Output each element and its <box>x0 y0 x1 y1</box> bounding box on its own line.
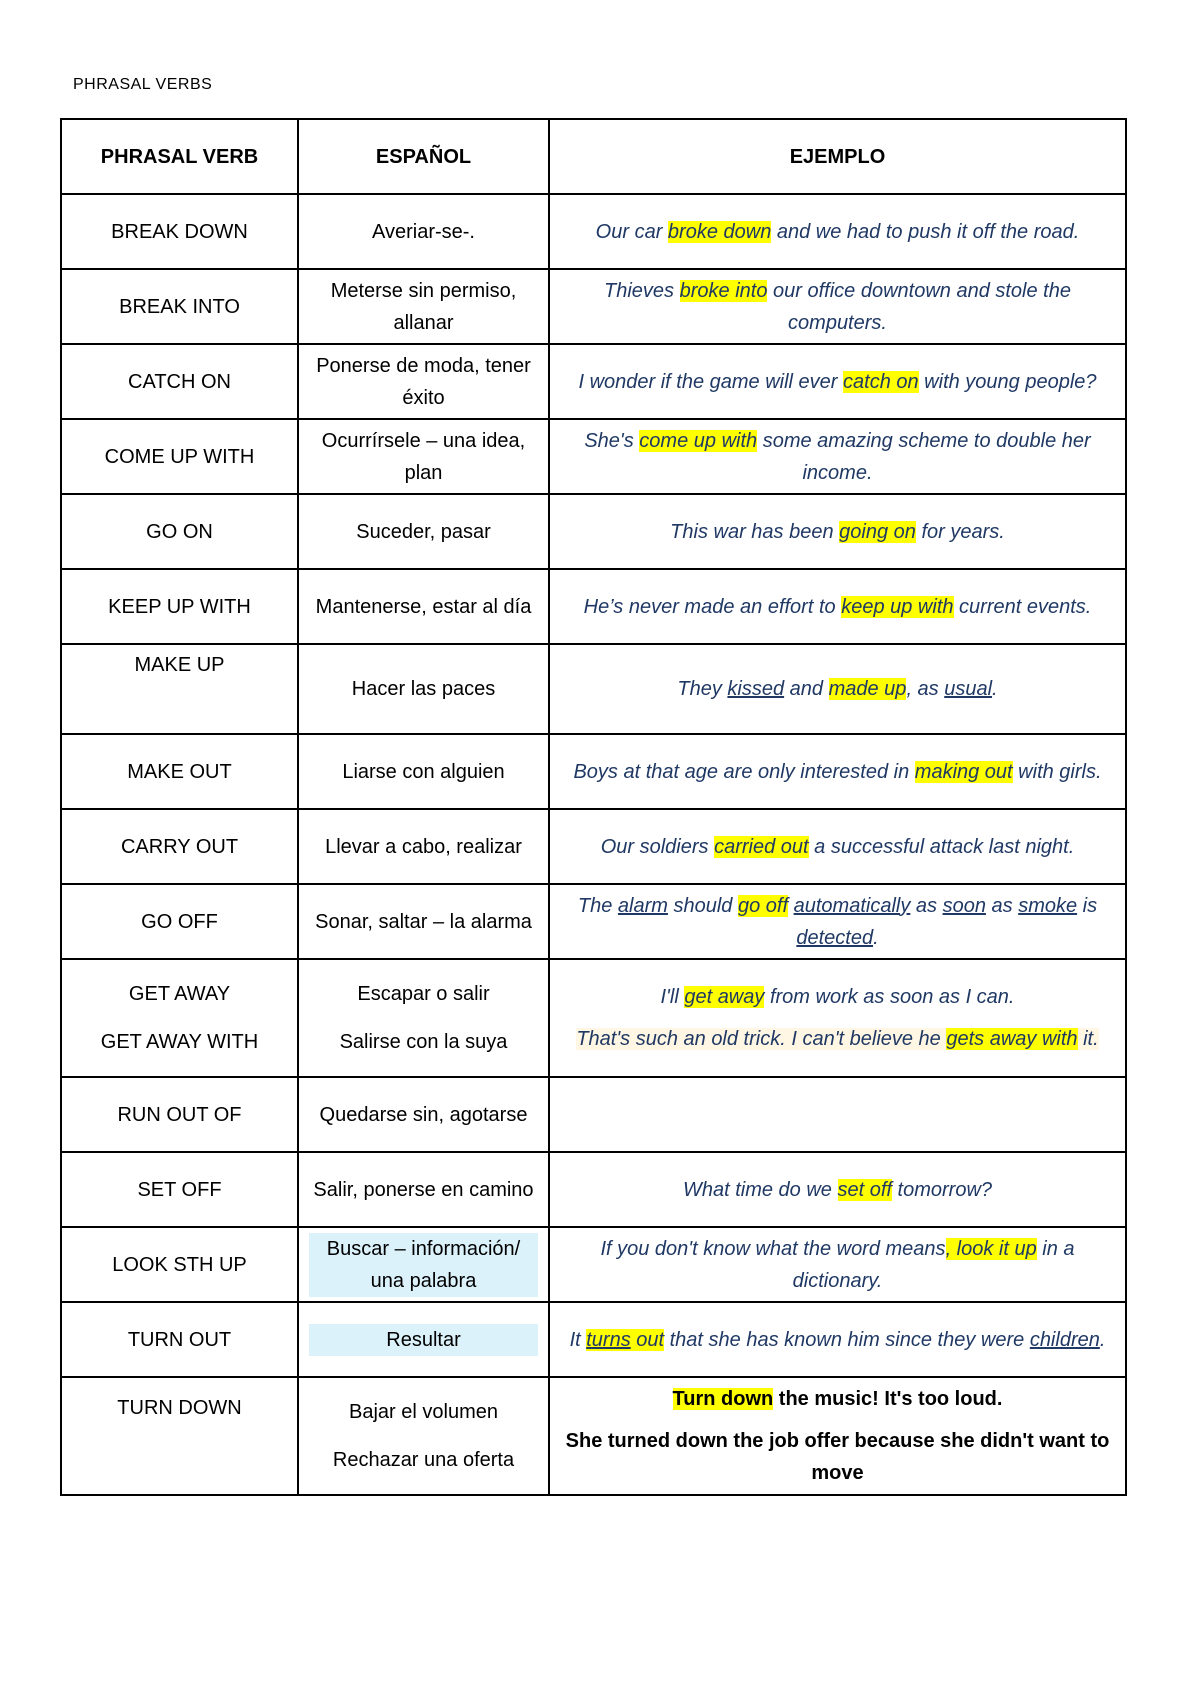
table-row <box>61 959 1126 1077</box>
table-row <box>61 569 1126 644</box>
header-ejemplo: EJEMPLO <box>549 119 1126 194</box>
table-row <box>61 1077 1126 1152</box>
spanish-cell: Ponerse de moda, tener éxito <box>298 344 549 419</box>
verb-cell: RUN OUT OF <box>61 1077 298 1152</box>
example-cell: What time do we set off tomorrow? <box>549 1152 1126 1227</box>
example-cell: It turns out that she has known him since they were children. <box>549 1302 1126 1377</box>
spanish-cell: Meterse sin permiso, allanar <box>298 269 549 344</box>
table-row <box>61 1152 1126 1227</box>
verb-cell: LOOK STH UP <box>61 1227 298 1302</box>
spanish-cell: Llevar a cabo, realizar <box>298 809 549 884</box>
table-row <box>61 344 1126 419</box>
table-row <box>61 884 1126 959</box>
spanish-cell: Averiar-se-. <box>298 194 549 269</box>
example-cell: I wonder if the game will ever catch on with young people? <box>549 344 1126 419</box>
example-cell: This war has been going on for years. <box>549 494 1126 569</box>
table-header-row <box>61 119 1126 194</box>
table-row <box>61 194 1126 269</box>
verb-cell: MAKE OUT <box>61 734 298 809</box>
verb-cell: TURN DOWN <box>61 1377 298 1495</box>
example-cell: Our car broke down and we had to push it off the road. <box>549 194 1126 269</box>
verb-cell: MAKE UP <box>61 644 298 734</box>
spanish-cell: Mantenerse, estar al día <box>298 569 549 644</box>
example-cell: She's come up with some amazing scheme to double her income. <box>549 419 1126 494</box>
spanish-cell: Salir, ponerse en camino <box>298 1152 549 1227</box>
verb-cell: GO OFF <box>61 884 298 959</box>
spanish-cell: Ocurrírsele – una idea, plan <box>298 419 549 494</box>
spanish-cell: Bajar el volumen Rechazar una oferta <box>298 1377 549 1495</box>
spanish-cell: Suceder, pasar <box>298 494 549 569</box>
example-cell <box>549 1077 1126 1152</box>
table-row <box>61 644 1126 734</box>
example-cell: I'll get away from work as soon as I can. That's such an old trick. I can't believe he gets away with it. <box>549 959 1126 1077</box>
spanish-cell: Quedarse sin, agotarse <box>298 1077 549 1152</box>
example-cell: Our soldiers carried out a successful attack last night. <box>549 809 1126 884</box>
table-row <box>61 269 1126 344</box>
verb-cell: CATCH ON <box>61 344 298 419</box>
verb-cell: SET OFF <box>61 1152 298 1227</box>
table-row <box>61 494 1126 569</box>
example-cell: Thieves broke into our office downtown and stole the computers. <box>549 269 1126 344</box>
spanish-cell: Resultar <box>298 1302 549 1377</box>
table-row <box>61 1227 1126 1302</box>
spanish-cell: Liarse con alguien <box>298 734 549 809</box>
spanish-cell: Buscar – información/ una palabra <box>298 1227 549 1302</box>
verb-cell: CARRY OUT <box>61 809 298 884</box>
phrasal-verbs-table <box>60 118 1127 1496</box>
spanish-cell: Hacer las paces <box>298 644 549 734</box>
table-row <box>61 809 1126 884</box>
verb-cell: KEEP UP WITH <box>61 569 298 644</box>
example-cell: He’s never made an effort to keep up with current events. <box>549 569 1126 644</box>
spanish-cell: Sonar, saltar – la alarma <box>298 884 549 959</box>
example-cell: Turn down the music! It's too loud. She turned down the job offer because she didn't want to move <box>549 1377 1126 1495</box>
header-phrasal-verb: PHRASAL VERB <box>61 119 298 194</box>
verb-cell: TURN OUT <box>61 1302 298 1377</box>
table-row <box>61 734 1126 809</box>
table-row <box>61 419 1126 494</box>
verb-cell: COME UP WITH <box>61 419 298 494</box>
example-cell: The alarm should go off automatically as soon as smoke is detected. <box>549 884 1126 959</box>
verb-cell: GO ON <box>61 494 298 569</box>
table-row <box>61 1377 1126 1495</box>
table-row <box>61 1302 1126 1377</box>
document-title: PHRASAL VERBS <box>73 76 213 93</box>
verb-cell: GET AWAY GET AWAY WITH <box>61 959 298 1077</box>
example-cell: Boys at that age are only interested in making out with girls. <box>549 734 1126 809</box>
example-cell: If you don't know what the word means, look it up in a dictionary. <box>549 1227 1126 1302</box>
header-espanol: ESPAÑOL <box>298 119 549 194</box>
example-cell: They kissed and made up, as usual. <box>549 644 1126 734</box>
spanish-cell: Escapar o salir Salirse con la suya <box>298 959 549 1077</box>
verb-cell: BREAK DOWN <box>61 194 298 269</box>
verb-cell: BREAK INTO <box>61 269 298 344</box>
